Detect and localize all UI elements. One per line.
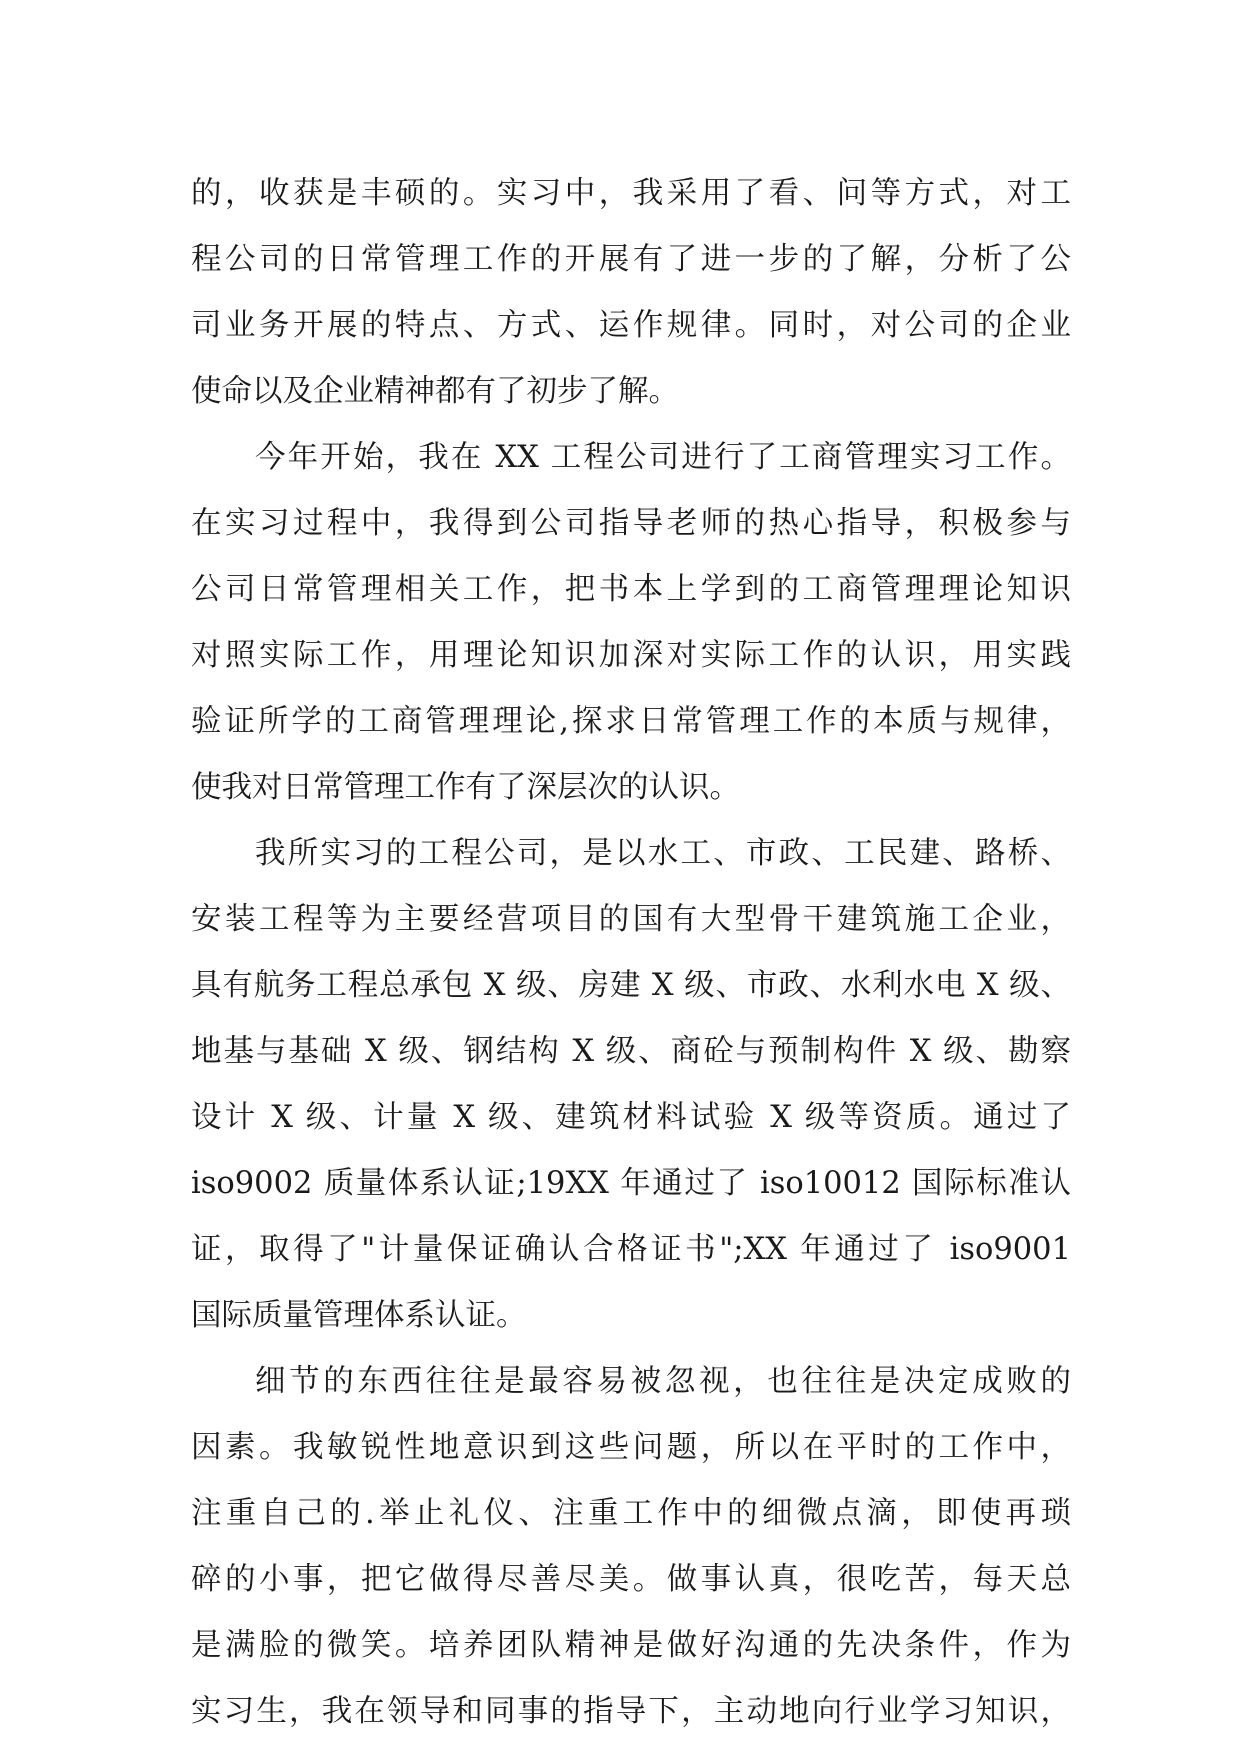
text-line: 注重自己的.举止礼仪、注重工作中的细微点滴，即使再琐 [191,1496,1071,1531]
text-line: 是满脸的微笑。培养团队精神是做好沟通的先决条件，作为 [191,1628,1071,1663]
paragraph-4 [191,1349,1071,1745]
text-line: 使命以及企业精神都有了初步了解。 [191,374,679,409]
text-line: 使我对日常管理工作有了深层次的认识。 [191,770,740,805]
text-line: 在实习过程中，我得到公司指导老师的热心指导，积极参与 [191,506,1071,541]
text-line: 司业务开展的特点、方式、运作规律。同时，对公司的企业 [191,308,1071,343]
text-line: 细节的东西往往是最容易被忽视，也往往是决定成败的 [255,1364,1071,1399]
text-line: 地基与基础 X 级、钢结构 X 级、商砼与预制构件 X 级、勘察 [191,1034,1071,1069]
text-line: 验证所学的工商管理理论,探求日常管理工作的本质与规律， [191,704,1071,739]
paragraph-1 [191,161,1071,425]
text-line: 实习生，我在领导和同事的指导下，主动地向行业学习知识， [191,1694,1071,1729]
body-text [191,161,1071,1745]
text-line: 国际质量管理体系认证。 [191,1298,527,1333]
paragraph-3 [191,821,1071,1349]
text-line: 的，收获是丰硕的。实习中，我采用了看、问等方式，对工 [191,176,1071,211]
paragraph-2 [191,425,1071,821]
text-line: 今年开始，我在 XX 工程公司进行了工商管理实习工作。 [255,440,1071,475]
text-line: 我所实习的工程公司，是以水工、市政、工民建、路桥、 [255,836,1071,871]
text-line: 碎的小事，把它做得尽善尽美。做事认真，很吃苦，每天总 [191,1562,1071,1597]
text-line: 程公司的日常管理工作的开展有了进一步的了解，分析了公 [191,242,1071,277]
text-line: iso9002 质量体系认证;19XX 年通过了 iso10012 国际标准认 [191,1166,1071,1201]
text-line: 公司日常管理相关工作，把书本上学到的工商管理理论知识 [191,572,1071,607]
text-line: 证，取得了"计量保证确认合格证书";XX 年通过了 iso9001 [191,1232,1071,1267]
text-line: 具有航务工程总承包 X 级、房建 X 级、市政、水利水电 X 级、 [191,968,1071,1003]
text-line: 对照实际工作，用理论知识加深对实际工作的认识，用实践 [191,638,1071,673]
text-line: 因素。我敏锐性地意识到这些问题，所以在平时的工作中， [191,1430,1071,1465]
text-line: 安装工程等为主要经营项目的国有大型骨干建筑施工企业， [191,902,1071,937]
text-line: 设计 X 级、计量 X 级、建筑材料试验 X 级等资质。通过了 [191,1100,1071,1135]
